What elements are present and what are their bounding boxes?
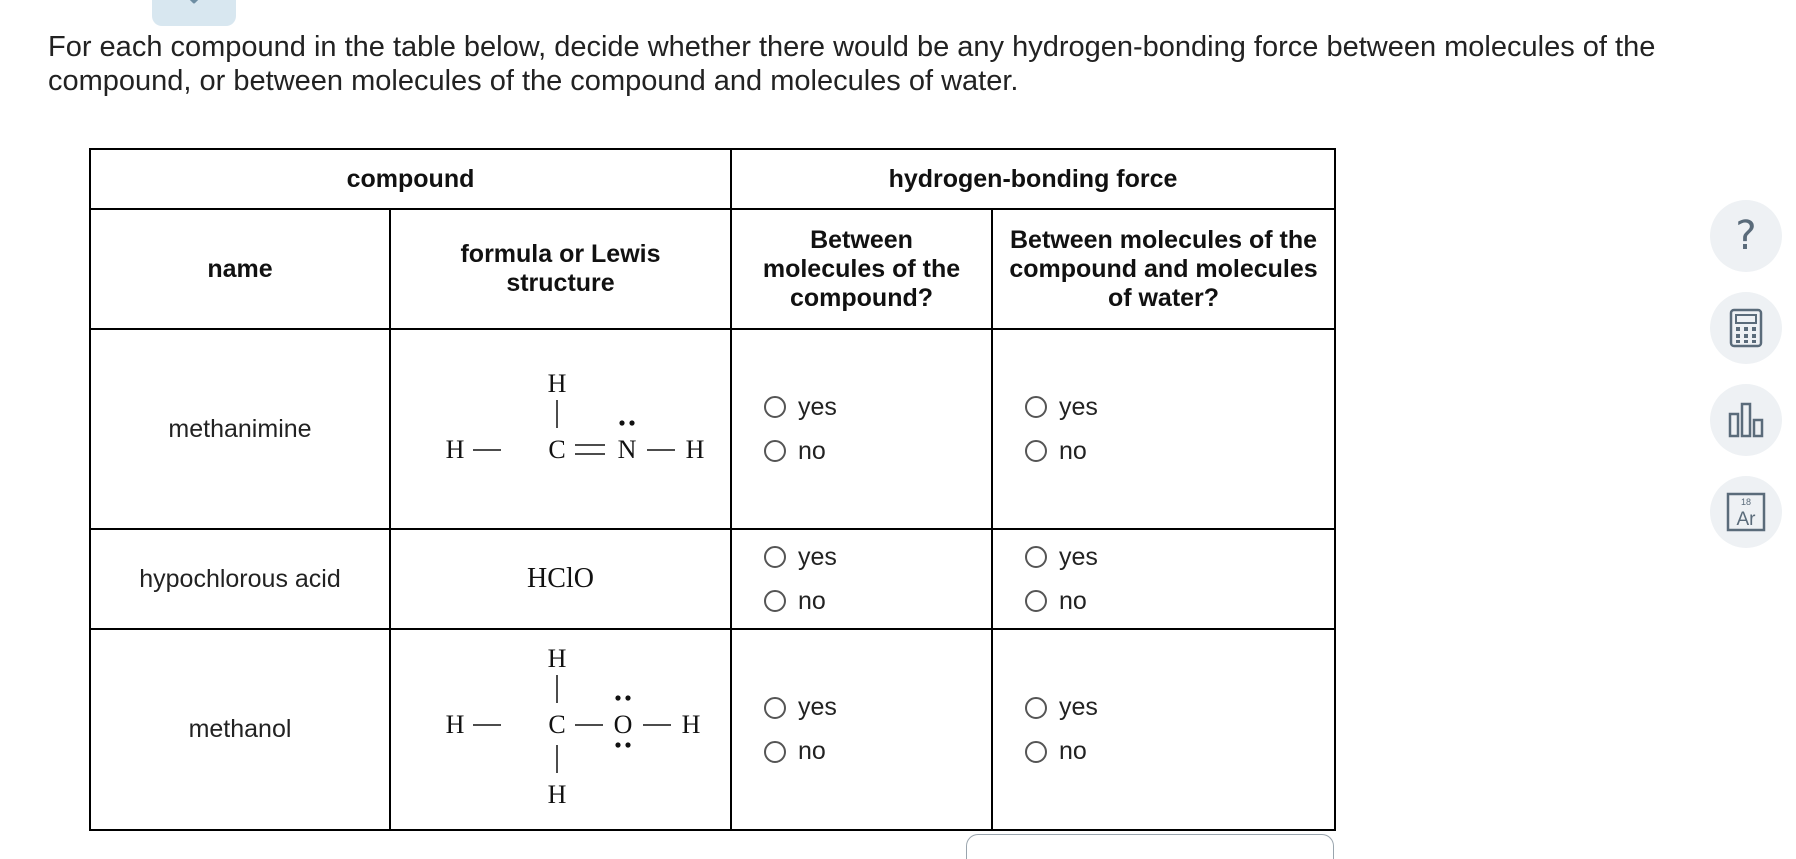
methanol-lewis-diagram (411, 631, 711, 821)
radio-button[interactable] (1025, 590, 1047, 612)
yes-option[interactable] (1025, 544, 1098, 570)
formula-text: HClO (527, 563, 594, 594)
radio-button[interactable] (764, 697, 786, 719)
no-option[interactable] (764, 438, 826, 464)
lewis-structure (390, 329, 731, 529)
formula-column-header (390, 209, 731, 329)
periodic-table-button[interactable] (1710, 476, 1782, 548)
no-label: no (798, 586, 826, 615)
no-option[interactable] (764, 588, 826, 614)
collapse-tab[interactable] (152, 0, 236, 26)
yes-label: yes (798, 392, 837, 421)
radio-button[interactable] (764, 546, 786, 568)
compound-group-header: compound (90, 149, 731, 209)
lewis-atom-h-left: H (445, 710, 464, 739)
radio-button[interactable] (1025, 741, 1047, 763)
no-option[interactable] (1025, 739, 1087, 765)
periodic-number: 18 (1740, 497, 1752, 507)
radio-group-water (1025, 695, 1334, 765)
yes-label: yes (798, 542, 837, 571)
between-water-label: Between molecules of the compound and molecules of water? (1009, 225, 1318, 312)
yes-label: yes (1059, 542, 1098, 571)
data-chart-button[interactable] (1710, 384, 1782, 456)
no-label: no (798, 436, 826, 465)
no-label: no (1059, 586, 1087, 615)
radio-button[interactable] (764, 590, 786, 612)
periodic-symbol: Ar (1736, 509, 1756, 530)
between-compound-header (731, 209, 992, 329)
between-water-header (992, 209, 1335, 329)
radio-button[interactable] (1025, 697, 1047, 719)
yes-option[interactable] (764, 544, 837, 570)
radio-group-compound (764, 544, 991, 614)
no-option[interactable] (1025, 438, 1087, 464)
compound-name: hypochlorous acid (90, 529, 390, 629)
help-button[interactable] (1710, 200, 1782, 272)
yes-label: yes (798, 693, 837, 721)
lewis-atom-c: C (547, 710, 566, 739)
radio-group-water (1025, 544, 1334, 614)
no-label: no (1059, 737, 1087, 765)
lewis-atom-n: N (617, 434, 636, 464)
lewis-atom-h-right: H (685, 434, 704, 464)
between-compound-label: Between molecules of the compound? (762, 225, 961, 312)
instructions: For each compound in the table below, decide whether there would be any hydrogen-bonding force between molecules of the compound, or between molecules of the compound and molecules of water. (48, 31, 1656, 97)
radio-group-compound (764, 695, 991, 765)
yes-option[interactable] (1025, 394, 1098, 420)
radio-button[interactable] (1025, 440, 1047, 462)
no-label: no (1059, 436, 1087, 465)
no-option[interactable] (1025, 588, 1087, 614)
yes-option[interactable] (764, 394, 837, 420)
periodic-table-icon (1726, 492, 1766, 532)
table-row (90, 529, 1335, 629)
radio-group-compound (764, 394, 991, 464)
methanimine-lewis-diagram (411, 356, 711, 496)
lewis-atom-h-left: H (445, 434, 464, 464)
lewis-atom-h-right: H (681, 710, 700, 739)
lewis-structure (390, 629, 731, 830)
lewis-atom-c: C (547, 434, 566, 464)
chevron-down-icon (182, 0, 206, 10)
bottom-panel-tab[interactable] (966, 834, 1334, 859)
lewis-atom-h-top: H (547, 368, 566, 398)
compound-name: methanimine (90, 329, 390, 529)
yes-label: yes (1059, 392, 1098, 421)
formula-column-label: formula or Lewis structure (460, 240, 661, 297)
yes-option[interactable] (1025, 695, 1098, 721)
radio-button[interactable] (764, 396, 786, 418)
lewis-atom-h-bottom: H (547, 780, 566, 809)
bar-chart-icon (1726, 400, 1766, 440)
radio-button[interactable] (764, 741, 786, 763)
calculator-icon (1729, 308, 1763, 348)
name-column-header: name (90, 209, 390, 329)
radio-button[interactable] (1025, 396, 1047, 418)
hbond-group-header: hydrogen-bonding force (731, 149, 1335, 209)
lewis-atom-h-top: H (547, 644, 566, 673)
hydrogen-bonding-table (89, 148, 1336, 831)
compound-name: methanol (90, 629, 390, 830)
no-option[interactable] (764, 739, 826, 765)
calculator-button[interactable] (1710, 292, 1782, 364)
yes-option[interactable] (764, 695, 837, 721)
no-label: no (798, 737, 826, 765)
radio-button[interactable] (764, 440, 786, 462)
radio-group-water (1025, 394, 1334, 464)
table-row (90, 629, 1335, 830)
radio-button[interactable] (1025, 546, 1047, 568)
yes-label: yes (1059, 693, 1098, 721)
lewis-atom-o: O (613, 710, 632, 739)
table-row (90, 329, 1335, 529)
help-icon: ? (1735, 213, 1757, 259)
